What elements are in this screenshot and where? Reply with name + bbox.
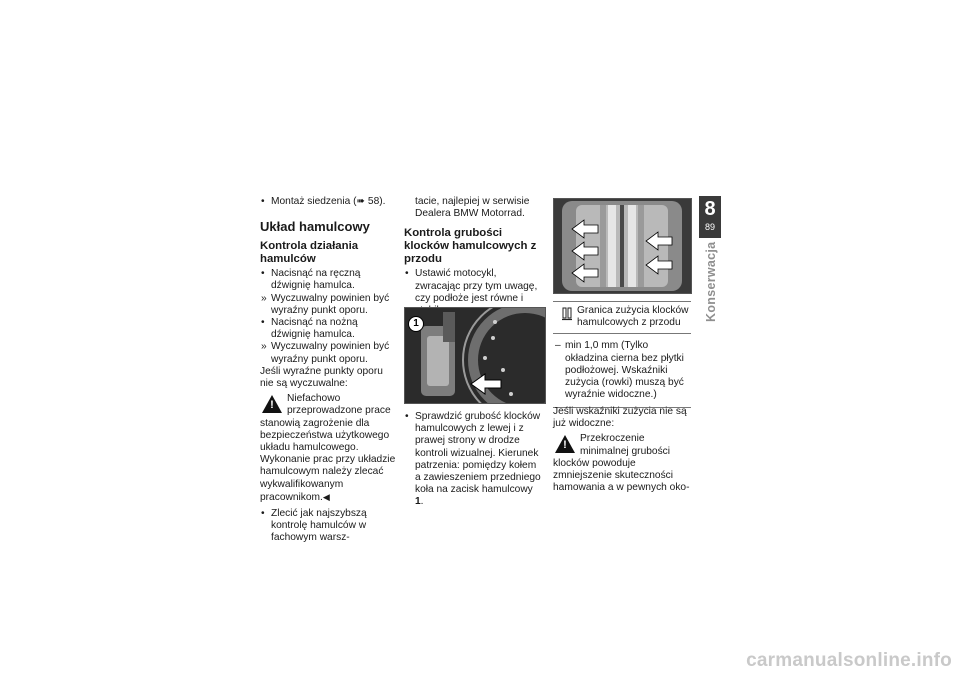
warning-icon: ! xyxy=(555,435,575,453)
indicators-not-visible-text: Jeśli wskaźniki zużycia nie są już widoczne: xyxy=(553,406,687,430)
figure-brake-pads xyxy=(553,198,692,294)
brake-pads-illustration xyxy=(554,199,691,293)
column-1 xyxy=(260,196,396,545)
column-3-lower xyxy=(553,406,691,494)
step-2: • Nacisnąć na nożną dźwignię hamulca. xyxy=(261,317,358,341)
spec-table-wear-limit xyxy=(553,301,691,408)
end-marker-icon: ◀ xyxy=(322,491,330,502)
chapter-tab xyxy=(699,196,721,238)
caliper-reference: 1 xyxy=(415,496,421,508)
warning-icon: ! xyxy=(262,395,282,413)
subheading-pad-thickness: Kontrola grubości klocków hamulcowych z przodu xyxy=(404,227,537,266)
warning-block xyxy=(260,393,396,504)
brake-caliper-illustration xyxy=(405,308,545,403)
bullet-visual-check: • Sprawdzić grubość klocków hamulcowych z lewej i z prawej strony w drodze kontroli wizualnej. Kierunek patrzenia: pomiędzy kołem a zawieszeniem przedniego koła na zacisk hamulcowy 1. xyxy=(405,411,541,508)
section-heading-brake-system: Układ hamulcowy xyxy=(260,219,370,235)
page-reference[interactable]: 58). xyxy=(367,196,386,207)
step-1: • Nacisnąć na ręczną dźwignię hamulca. xyxy=(261,268,361,292)
subheading-brake-function-check: Kontrola działania hamulców xyxy=(260,240,359,266)
warning-text: Niefachowo przeprowadzone prace stanowią zagrożenie dla bezpieczeństwa użytkowego układu hamulcowego. xyxy=(260,393,391,454)
step-1-result: » Wyczuwalny powinien być wyraźny punkt oporu. xyxy=(261,292,390,316)
page-number: 89 xyxy=(704,222,715,232)
chapter-title: Konserwacja xyxy=(704,241,718,322)
spec-title: Granica zużycia klocków hamulcowych z przodu xyxy=(577,305,689,329)
spec-title-row xyxy=(553,302,691,334)
chapter-number: 8 xyxy=(704,198,716,220)
figure-front-brake-caliper xyxy=(404,307,546,404)
bullet-position-bike: • Ustawić motocykl, zwracając przy tym uwagę, czy podłoże jest równe i xyxy=(405,268,538,304)
warning-text-pads: Przekroczenie minimalnej grubości klocków powoduje zmniejszenie skuteczności hamowania a w pewnych oko- xyxy=(553,433,690,494)
spec-value-row: – min 1,0 mm (Tylko okładzina cierna bez płytki podłożowej. Wskaźniki zużycia (rowki) muszą być wyraźnie widoczne.) xyxy=(555,340,684,401)
reference-arrow-icon: ➠ xyxy=(356,196,366,207)
figure-callout-1: 1 xyxy=(408,316,424,332)
watermark: carmanualsonline.info xyxy=(746,650,952,671)
column-2 xyxy=(404,196,544,317)
lead-text: Jeśli wyraźne punkty oporu nie są wyczuwalne: xyxy=(260,365,383,390)
continued-text: tacie, najlepiej w serwisie Dealera BMW Motorrad. xyxy=(415,196,530,220)
warning-block-2 xyxy=(553,433,691,494)
step-2-result: » Wyczuwalny powinien być wyraźny punkt oporu. xyxy=(261,341,390,365)
spec-value: min 1,0 mm (Tylko okładzina cierna bez płytki podłożowej. Wskaźniki zużycia (rowki) muszą być wyraźnie widoczne.) xyxy=(565,340,684,401)
column-2-lower xyxy=(404,411,544,509)
wear-gauge-icon xyxy=(562,307,572,325)
warning-text-2: Wykonanie prac przy układzie hamulcowym należy zlecać wykwalifikowanym pracownikom.◀ xyxy=(260,454,396,503)
bullet-workshop: • Zlecić jak najszybszą kontrolę hamulców w fachowym warsz- xyxy=(261,508,367,544)
bullet-seat-install: • Montaż siedzenia (➠ 58). xyxy=(261,196,386,207)
